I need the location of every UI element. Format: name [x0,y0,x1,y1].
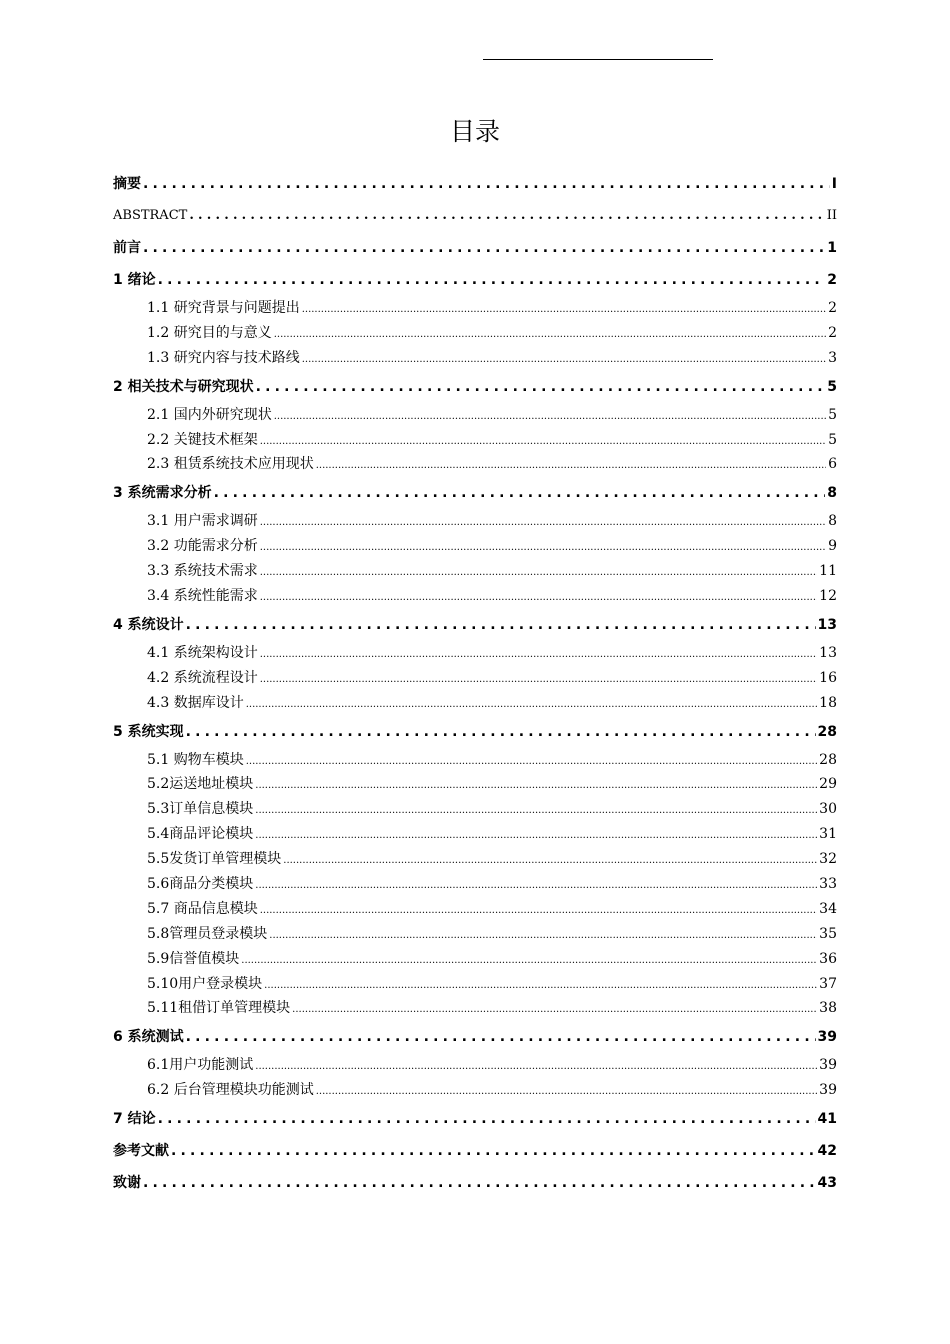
toc-page-number: 3 [828,349,837,366]
toc-section-entry[interactable] [113,403,837,428]
toc-page-number: 39 [819,1082,837,1099]
toc-page-number: 31 [819,826,837,843]
toc-dot-leader [158,1103,816,1135]
toc-entry-text: 4 系统设计 [113,616,184,633]
toc-section-entry[interactable] [113,748,837,773]
toc-entry-text: 5.9信誉值模块 [147,950,240,967]
toc-section-entry[interactable] [113,1078,837,1103]
toc-entry-text: 6.2 后台管理模块功能测试 [147,1082,314,1099]
toc-page-number: 36 [819,950,837,967]
toc-entry-text: 5 系统实现 [113,723,184,740]
toc-entry-text: 5.2运送地址模块 [147,776,254,793]
toc-entry-text: 摘要 [113,176,141,192]
toc-entry-text: 1 绪论 [113,272,156,288]
toc-dot-leader [255,797,817,823]
toc-dot-leader [260,534,826,560]
toc-dot-leader [158,264,826,296]
toc-section-entry[interactable] [113,772,837,797]
toc-dot-leader [283,847,817,873]
toc-page-number: 32 [819,851,837,868]
toc-entry-text: 2 相关技术与研究现状 [113,378,254,395]
toc-chapter-entry[interactable] [113,477,837,509]
toc-dot-leader [186,1021,816,1053]
toc-page-number: 5 [828,431,837,448]
toc-entry-text: 3.2 功能需求分析 [147,538,258,555]
toc-section-entry[interactable] [113,947,837,972]
toc-section-entry[interactable] [113,584,837,609]
toc-entry-text: 前言 [113,240,141,256]
toc-entry-text: 3.1 用户需求调研 [147,513,258,530]
toc-page-number: II [826,208,837,223]
toc-chapter-entry[interactable] [113,371,837,403]
toc-section-entry[interactable] [113,897,837,922]
toc-page-number: 12 [819,588,837,605]
toc-entry-text: 5.11租借订单管理模块 [147,1000,291,1017]
toc-chapter-entry[interactable] [113,1167,837,1199]
toc-page-number: 11 [819,563,837,580]
toc-dot-leader [143,232,825,264]
toc-section-entry[interactable] [113,797,837,822]
toc-dot-leader [143,168,830,200]
toc-page-number: 2 [828,324,837,341]
toc-dot-leader [189,200,824,232]
toc-entry-text: 7 结论 [113,1111,156,1128]
toc-page-number: 42 [817,1143,837,1160]
toc-dot-leader [171,1135,816,1167]
toc-chapter-entry[interactable] [113,1135,837,1167]
toc-page-number: 37 [819,975,837,992]
toc-page-number: 18 [819,694,837,711]
toc-chapter-entry[interactable] [113,264,837,296]
toc-title: 目录 [449,117,500,146]
toc-dot-leader [255,872,817,898]
toc-section-entry[interactable] [113,1053,837,1078]
toc-entry-text: 5.4商品评论模块 [147,826,254,843]
toc-section-entry[interactable] [113,972,837,997]
toc-entry-text: ABSTRACT [113,208,188,223]
toc-entry-text: 6 系统测试 [113,1029,184,1046]
toc-section-entry[interactable] [113,321,837,346]
toc-page-number: 38 [819,1000,837,1017]
toc-page-number: 13 [819,644,837,661]
toc-section-entry[interactable] [113,509,837,534]
toc-chapter-entry[interactable] [113,1021,837,1053]
toc-dot-leader [214,477,826,509]
toc-dot-leader [143,1167,816,1199]
toc-entry-text: 5.6商品分类模块 [147,876,254,893]
toc-dot-leader [292,996,817,1022]
toc-dot-leader [256,371,826,403]
toc-page-number: 6 [828,456,837,473]
toc-dot-leader [264,972,817,998]
toc-page-number: I [831,176,837,192]
toc-entry-text: 5.10用户登录模块 [147,975,263,992]
toc-section-entry[interactable] [113,346,837,371]
toc-section-entry[interactable] [113,666,837,691]
toc-dot-leader [274,321,826,347]
toc-dot-leader [260,559,817,585]
toc-section-entry[interactable] [113,822,837,847]
toc-section-entry[interactable] [113,559,837,584]
toc-dot-leader [241,947,817,973]
toc-page-number: 8 [828,513,837,530]
toc-page-number: 2 [827,272,837,288]
toc-page-number: 35 [819,925,837,942]
toc-dot-leader [260,584,817,610]
toc-entry-text: 5.1 购物车模块 [147,751,244,768]
toc-section-entry[interactable] [113,691,837,716]
toc-dot-leader [302,346,826,372]
toc-chapter-entry[interactable] [113,200,837,232]
toc-section-entry[interactable] [113,296,837,321]
toc-entry-text: 4.2 系统流程设计 [147,669,258,686]
toc-page-number: 39 [819,1057,837,1074]
toc-dot-leader [260,897,817,923]
toc-section-entry[interactable] [113,847,837,872]
toc-dot-leader [316,1078,817,1104]
toc-entry-text: 2.2 关键技术框架 [147,431,258,448]
toc-section-entry[interactable] [113,534,837,559]
toc-page-number: 28 [819,751,837,768]
toc-dot-leader [316,452,826,478]
toc-entry-text: 1.2 研究目的与意义 [147,324,272,341]
toc-entry-text: 参考文献 [113,1143,169,1160]
toc-entry-text: 1.3 研究内容与技术路线 [147,349,300,366]
toc-entry-text: 5.5发货订单管理模块 [147,851,282,868]
toc-dot-leader [260,641,817,667]
toc-chapter-entry[interactable] [113,1103,837,1135]
toc-dot-leader [246,691,817,717]
toc-dot-leader [186,609,816,641]
toc-dot-leader [260,428,826,454]
toc-entry-text: 3 系统需求分析 [113,485,212,502]
toc-chapter-entry[interactable] [113,232,837,264]
toc-dot-leader [255,1053,817,1079]
toc-entry-text: 5.3订单信息模块 [147,801,254,818]
toc-entry-text: 3.3 系统技术需求 [147,563,258,580]
toc-dot-leader [255,772,817,798]
toc-entry-text: 4.3 数据库设计 [147,694,244,711]
toc-page-number: 1 [827,240,837,256]
toc-list [113,168,837,1199]
toc-section-entry[interactable] [113,428,837,453]
toc-page-number: 30 [819,801,837,818]
toc-page-number: 13 [817,616,837,633]
toc-dot-leader [186,716,816,748]
toc-dot-leader [255,822,817,848]
toc-entry-text: 致谢 [113,1175,141,1192]
toc-chapter-entry[interactable] [113,168,837,200]
toc-entry-text: 4.1 系统架构设计 [147,644,258,661]
toc-section-entry[interactable] [113,922,837,947]
toc-page-number: 41 [817,1111,837,1128]
toc-page-number: 43 [817,1175,837,1192]
toc-page-number: 28 [817,723,837,740]
toc-page-number: 9 [828,538,837,555]
toc-entry-text: 2.3 租赁系统技术应用现状 [147,456,314,473]
toc-entry-text: 3.4 系统性能需求 [147,588,258,605]
toc-entry-text: 6.1用户功能测试 [147,1057,254,1074]
toc-section-entry[interactable] [113,452,837,477]
toc-dot-leader [246,748,817,774]
toc-page-number: 29 [819,776,837,793]
toc-entry-text: 5.7 商品信息模块 [147,900,258,917]
toc-page-number: 2 [828,300,837,316]
toc-section-entry[interactable] [113,872,837,897]
toc-section-entry[interactable] [113,641,837,666]
toc-page-number: 5 [828,406,837,423]
toc-entry-text: 5.8管理员登录模块 [147,925,268,942]
toc-page-number: 5 [827,378,837,395]
toc-page-number: 34 [819,900,837,917]
toc-dot-leader [260,666,817,692]
header-rule [483,59,713,60]
toc-chapter-entry[interactable] [113,609,837,641]
toc-page-number: 16 [819,669,837,686]
toc-dot-leader [302,296,826,322]
toc-dot-leader [260,509,826,535]
toc-entry-text: 1.1 研究背景与问题提出 [147,300,300,316]
toc-dot-leader [269,922,817,948]
toc-dot-leader [274,403,826,429]
toc-page-number: 39 [817,1029,837,1046]
toc-page-number: 33 [819,876,837,893]
toc-section-entry[interactable] [113,996,837,1021]
toc-entry-text: 2.1 国内外研究现状 [147,406,272,423]
toc-chapter-entry[interactable] [113,716,837,748]
toc-page-number: 8 [827,485,837,502]
